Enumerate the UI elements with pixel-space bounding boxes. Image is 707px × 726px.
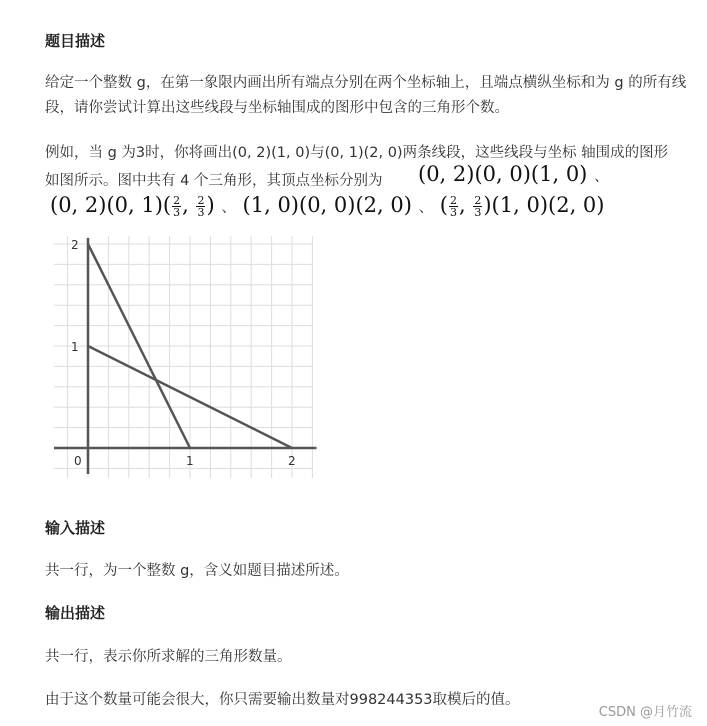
fraction-two-thirds-a <box>172 195 181 218</box>
x-tick-label: 2 <box>288 454 296 468</box>
frac-den: 3 <box>474 206 482 219</box>
triangles-line-2 <box>50 193 604 218</box>
frac-num: 2 <box>450 194 457 207</box>
triangle-1-text: (0, 2)(0, 0)(1, 0) <box>418 162 588 186</box>
problem-paragraph-1: 给定一个整数 g，在第一象限内画出所有端点分别在两个坐标轴上，且端点横纵坐标和为 g 的所有线段，请你尝试计算出这些线段与坐标轴围成的图形中包含的三角形个数。 <box>45 75 687 116</box>
separator: 、 <box>221 200 236 216</box>
problem-paragraph-2-line-1: 例如，当 g 为3时，你将画出(0, 2)(1, 0)与(0, 1)(2, 0)两条线段，这些线段与坐标 轴围成的图形 <box>45 145 669 161</box>
problem-paragraph-2-line-2 <box>45 169 382 190</box>
input-text: 共一行，为一个整数 g，含义如题目描述所述。 <box>45 563 349 579</box>
comma: , <box>459 193 473 217</box>
y-tick-label: 2 <box>71 238 79 252</box>
x-tick-label: 1 <box>186 454 194 468</box>
watermark: CSDN @月竹流 <box>598 705 692 720</box>
triangle-4-suffix: )(1, 0)(2, 0) <box>483 193 605 217</box>
output-text-2: 由于这个数量可能会很大，你只需要输出数量对998244353取模后的值。 <box>45 692 520 708</box>
problem-title: 题目描述 <box>45 32 106 50</box>
paragraph-2-line-2-text: 如图所示。图中共有 4 个三角形，其顶点坐标分别为 <box>45 173 383 189</box>
frac-den: 3 <box>450 206 457 219</box>
triangle-4-prefix: ( <box>439 193 448 217</box>
frac-num: 2 <box>474 194 482 207</box>
output-text-1: 共一行，表示你所求解的三角形数量。 <box>45 649 292 665</box>
frac-num: 2 <box>197 194 205 207</box>
triangle-1-coords <box>418 162 609 186</box>
input-title: 输入描述 <box>45 519 106 537</box>
frac-den: 3 <box>173 206 181 219</box>
fraction-two-thirds-b <box>196 195 205 218</box>
coordinate-figure <box>52 228 332 480</box>
separator: 、 <box>594 169 609 185</box>
grid <box>54 228 312 478</box>
fraction-two-thirds-d <box>473 195 482 218</box>
frac-num: 2 <box>173 194 181 207</box>
triangle-2-suffix: ) <box>206 193 215 217</box>
triangle-3-text: (1, 0)(0, 0)(2, 0) <box>242 193 412 217</box>
output-title: 输出描述 <box>45 604 106 622</box>
y-tick-label: 1 <box>71 340 79 354</box>
x-tick-label: 0 <box>74 454 82 468</box>
frac-den: 3 <box>197 206 205 219</box>
fraction-two-thirds-c <box>449 195 458 218</box>
comma: , <box>182 193 196 217</box>
triangle-2-prefix: (0, 2)(0, 1)( <box>50 193 172 217</box>
separator: 、 <box>418 200 434 216</box>
